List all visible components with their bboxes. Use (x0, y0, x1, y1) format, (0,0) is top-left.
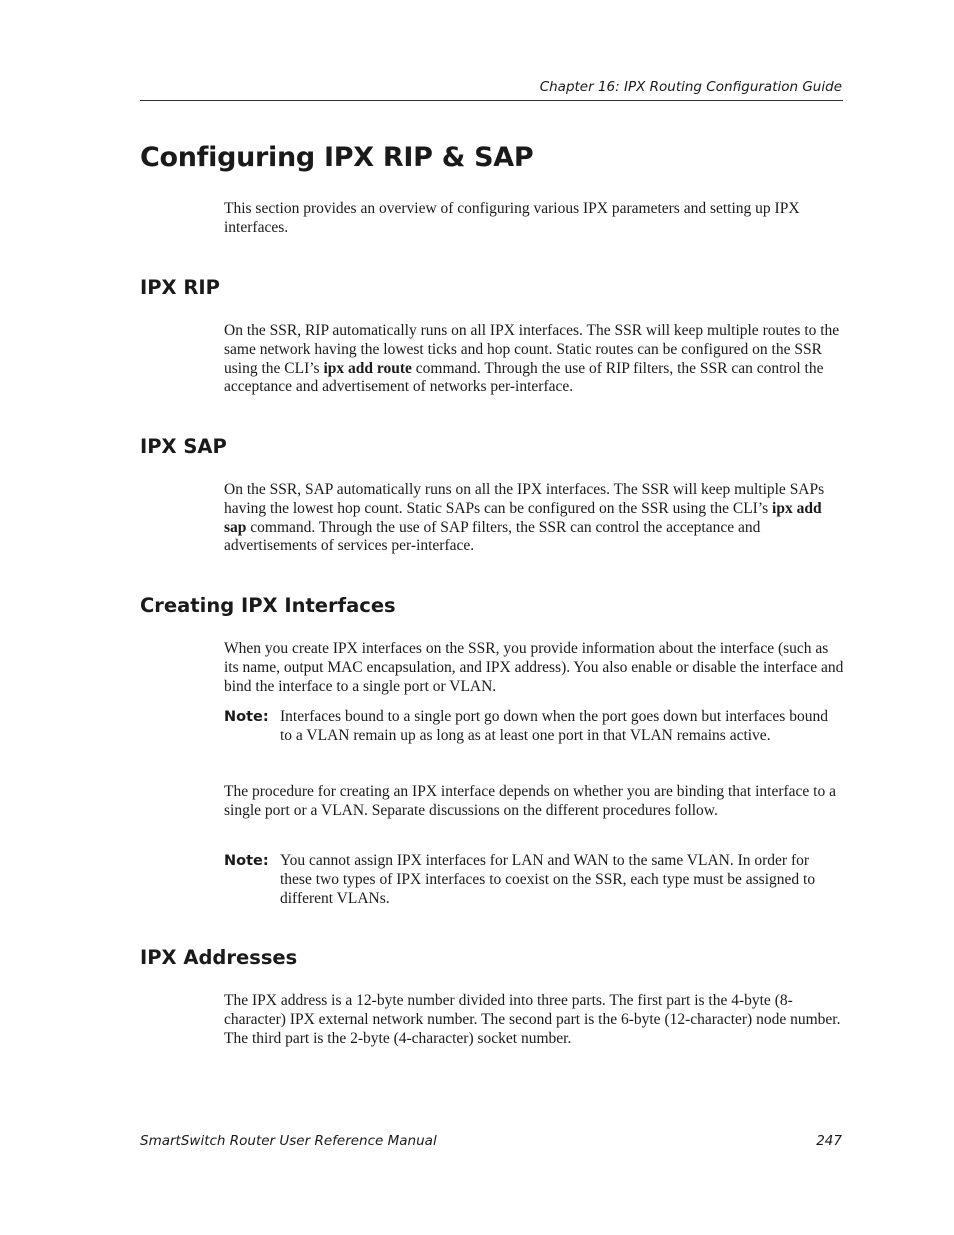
ipx-add-route-command: ipx add route (323, 359, 412, 377)
note-label: Note: (224, 709, 269, 725)
ipx-rip-text-before: On the SSR, RIP automatically runs on all IPX interfaces. The SSR will keep multiple routes to the same network having the lowest ticks and hop count. Static routes can be configured on the SSR using the CLI’s (224, 322, 840, 377)
section-heading-ipx-sap: IPX SAP (140, 435, 227, 458)
procedure-paragraph: The procedure for creating an IPX interface depends on whether you are binding that interface to a single port or a VLAN. Separate discussions on the different procedures follow. (224, 783, 836, 819)
section-heading-ipx-rip: IPX RIP (140, 276, 220, 299)
note-text-interfaces-bound: Interfaces bound to a single port go down when the port goes down but interfaces bound to a VLAN remain up as long as at least one port in that VLAN remains active. (280, 708, 828, 744)
ipx-rip-text-after: command. Through the use of RIP filters, the SSR can control the acceptance and advertisement of networks per-interface. (224, 359, 824, 396)
note-label: Note: (224, 853, 269, 869)
ipx-rip-paragraph (224, 322, 844, 397)
section-heading-ipx-addresses: IPX Addresses (140, 946, 298, 969)
creating-interfaces-paragraph: When you create IPX interfaces on the SSR, you provide information about the interface (such as its name, output MAC encapsulation, and IPX address). You also enable or disable the interface and bind the interface to a single port or VLAN. (224, 640, 844, 695)
running-header: Chapter 16: IPX Routing Configuration Guide (539, 79, 842, 95)
intro-paragraph: This section provides an overview of configuring various IPX parameters and setting up IPX interfaces. (224, 200, 800, 236)
ipx-add-sap-command: ipx add sap (224, 499, 822, 536)
footer-manual-title: SmartSwitch Router User Reference Manual (140, 1133, 437, 1149)
note-text-lan-wan: You cannot assign IPX interfaces for LAN and WAN to the same VLAN. In order for these two types of IPX interfaces to coexist on the SSR, each type must be assigned to different VLANs. (280, 852, 816, 907)
ipx-sap-text-after: command. Through the use of SAP filters, the SSR can control the acceptance and advertisements of services per-interface. (224, 518, 761, 555)
header-divider (140, 100, 843, 101)
ipx-addresses-paragraph: The IPX address is a 12-byte number divided into three parts. The first part is the 4-byte (8-character) IPX external network number. The second part is the 6-byte (12-character) node number. The third part is the 2-byte (4-character) socket number. (224, 992, 841, 1047)
ipx-sap-text-before: On the SSR, SAP automatically runs on all the IPX interfaces. The SSR will keep multiple SAPs having the lowest hop count. Static SAPs can be configured on the SSR using the CLI’s (224, 481, 825, 517)
ipx-sap-paragraph (224, 481, 844, 556)
page-title: Configuring IPX RIP & SAP (140, 142, 534, 173)
footer-page-number: 247 (816, 1133, 842, 1149)
section-heading-creating-ipx-interfaces: Creating IPX Interfaces (140, 594, 396, 617)
